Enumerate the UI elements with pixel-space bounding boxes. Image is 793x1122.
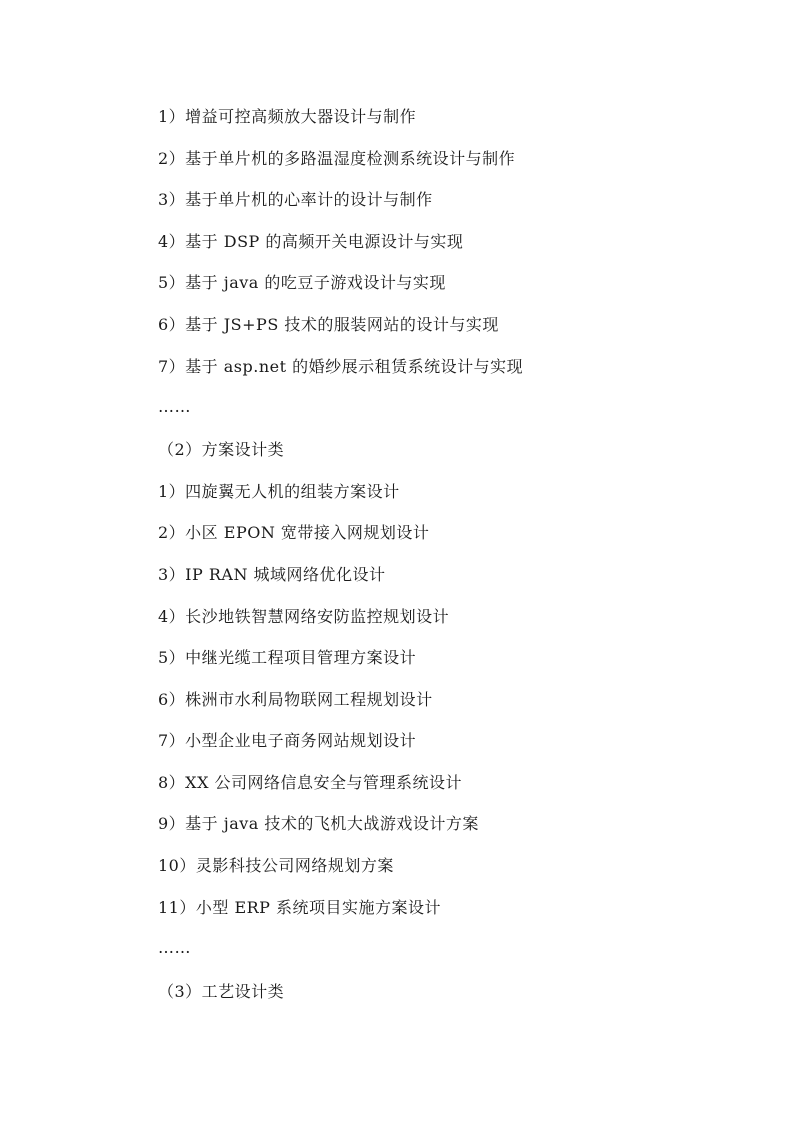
list-item: 9）基于 java 技术的飞机大战游戏设计方案 (158, 814, 479, 833)
list-item: 8）XX 公司网络信息安全与管理系统设计 (158, 773, 463, 792)
list-item: 1）增益可控高频放大器设计与制作 (158, 107, 417, 126)
list-item: 5）中继光缆工程项目管理方案设计 (158, 648, 417, 667)
list-item: 10）灵影科技公司网络规划方案 (158, 856, 394, 875)
list-item: 6）基于 JS+PS 技术的服装网站的设计与实现 (158, 315, 499, 334)
list-item: 1）四旋翼无人机的组装方案设计 (158, 482, 400, 501)
list-item: 11）小型 ERP 系统项目实施方案设计 (158, 898, 442, 917)
list-item: 7）基于 asp.net 的婚纱展示租赁系统设计与实现 (158, 357, 524, 376)
list-item: 2）基于单片机的多路温湿度检测系统设计与制作 (158, 149, 516, 168)
list-item: 6）株洲市水利局物联网工程规划设计 (158, 690, 433, 709)
list-item: 7）小型企业电子商务网站规划设计 (158, 731, 417, 750)
list-item: 5）基于 java 的吃豆子游戏设计与实现 (158, 273, 446, 292)
section-heading: （3）工艺设计类 (158, 982, 285, 1001)
ellipsis: …… (158, 938, 191, 957)
list-item: 2）小区 EPON 宽带接入网规划设计 (158, 523, 430, 542)
section-heading: （2）方案设计类 (158, 440, 285, 459)
list-item: 3）基于单片机的心率计的设计与制作 (158, 190, 433, 209)
list-item: 4）基于 DSP 的高频开关电源设计与实现 (158, 232, 464, 251)
list-item: 4）长沙地铁智慧网络安防监控规划设计 (158, 607, 450, 626)
ellipsis: …… (158, 397, 191, 416)
list-item: 3）IP RAN 城域网络优化设计 (158, 565, 386, 584)
